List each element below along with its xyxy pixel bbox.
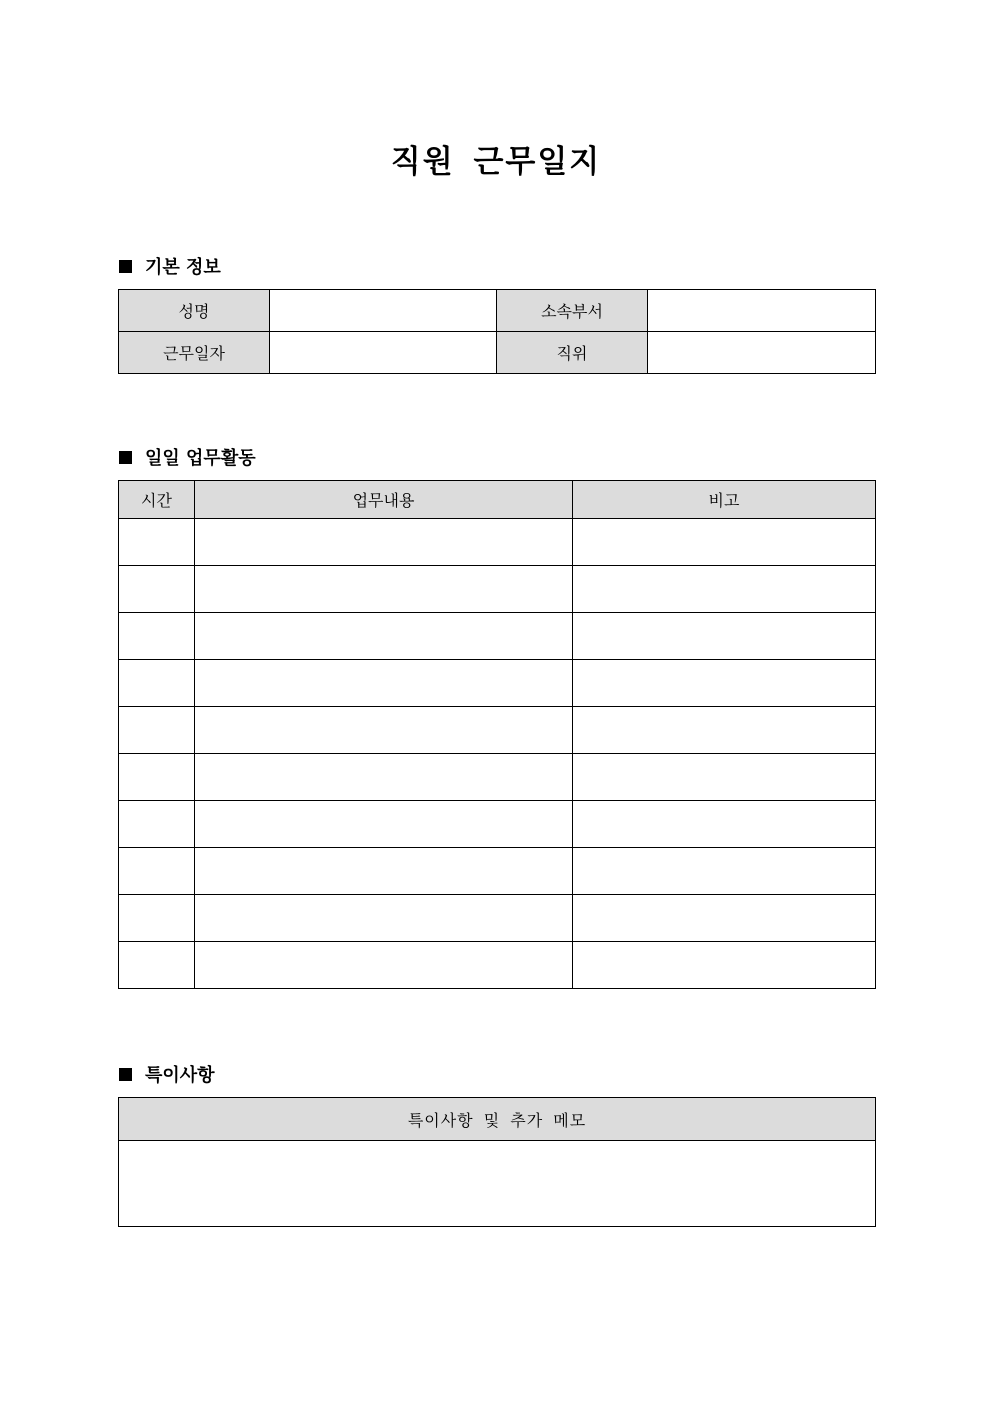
position-field[interactable] <box>648 332 876 374</box>
remarks-cell[interactable] <box>573 801 876 848</box>
task-cell[interactable] <box>195 754 573 801</box>
table-row <box>119 895 876 942</box>
section-special-notes-label: 특이사항 <box>145 1065 215 1086</box>
task-cell[interactable] <box>195 848 573 895</box>
square-bullet-icon <box>119 260 132 273</box>
time-cell[interactable] <box>119 519 195 566</box>
remarks-cell[interactable] <box>573 613 876 660</box>
daily-activity-table <box>118 480 876 989</box>
name-field[interactable] <box>270 290 497 332</box>
time-cell[interactable] <box>119 754 195 801</box>
time-cell[interactable] <box>119 707 195 754</box>
section-daily-activity-label: 일일 업무활동 <box>145 448 256 469</box>
task-cell[interactable] <box>195 613 573 660</box>
task-cell[interactable] <box>195 519 573 566</box>
notes-field[interactable] <box>119 1141 876 1227</box>
remarks-cell[interactable] <box>573 566 876 613</box>
remarks-cell[interactable] <box>573 895 876 942</box>
table-row <box>119 566 876 613</box>
section-basic-info-label: 기본 정보 <box>145 257 221 278</box>
section-daily-activity <box>119 444 256 470</box>
task-cell[interactable] <box>195 707 573 754</box>
table-row <box>119 613 876 660</box>
notes-header: 특이사항 및 추가 메모 <box>119 1098 876 1141</box>
remarks-cell[interactable] <box>573 848 876 895</box>
time-cell[interactable] <box>119 895 195 942</box>
time-cell[interactable] <box>119 848 195 895</box>
work-date-field[interactable] <box>270 332 497 374</box>
time-cell[interactable] <box>119 566 195 613</box>
table-row <box>119 519 876 566</box>
time-cell[interactable] <box>119 942 195 989</box>
daily-activity-rows <box>119 519 876 989</box>
remarks-cell[interactable] <box>573 754 876 801</box>
table-row <box>119 942 876 989</box>
document-title: 직원 근무일지 <box>390 144 602 180</box>
table-row <box>119 848 876 895</box>
time-header: 시간 <box>119 481 195 519</box>
remarks-cell[interactable] <box>573 660 876 707</box>
remarks-header: 비고 <box>573 481 876 519</box>
notes-table <box>118 1097 876 1227</box>
table-row <box>119 801 876 848</box>
position-label: 직위 <box>497 332 648 374</box>
task-cell[interactable] <box>195 801 573 848</box>
remarks-cell[interactable] <box>573 707 876 754</box>
work-date-label: 근무일자 <box>119 332 270 374</box>
remarks-cell[interactable] <box>573 942 876 989</box>
task-cell[interactable] <box>195 895 573 942</box>
square-bullet-icon <box>119 451 132 464</box>
task-cell[interactable] <box>195 566 573 613</box>
remarks-cell[interactable] <box>573 519 876 566</box>
time-cell[interactable] <box>119 801 195 848</box>
task-cell[interactable] <box>195 942 573 989</box>
table-row <box>119 754 876 801</box>
basic-info-table <box>118 289 876 374</box>
section-basic-info <box>119 253 221 279</box>
time-cell[interactable] <box>119 660 195 707</box>
dept-label: 소속부서 <box>497 290 648 332</box>
square-bullet-icon <box>119 1068 132 1081</box>
table-row <box>119 707 876 754</box>
dept-field[interactable] <box>648 290 876 332</box>
task-cell[interactable] <box>195 660 573 707</box>
section-special-notes <box>119 1061 215 1087</box>
name-label: 성명 <box>119 290 270 332</box>
task-header: 업무내용 <box>195 481 573 519</box>
time-cell[interactable] <box>119 613 195 660</box>
table-row <box>119 660 876 707</box>
